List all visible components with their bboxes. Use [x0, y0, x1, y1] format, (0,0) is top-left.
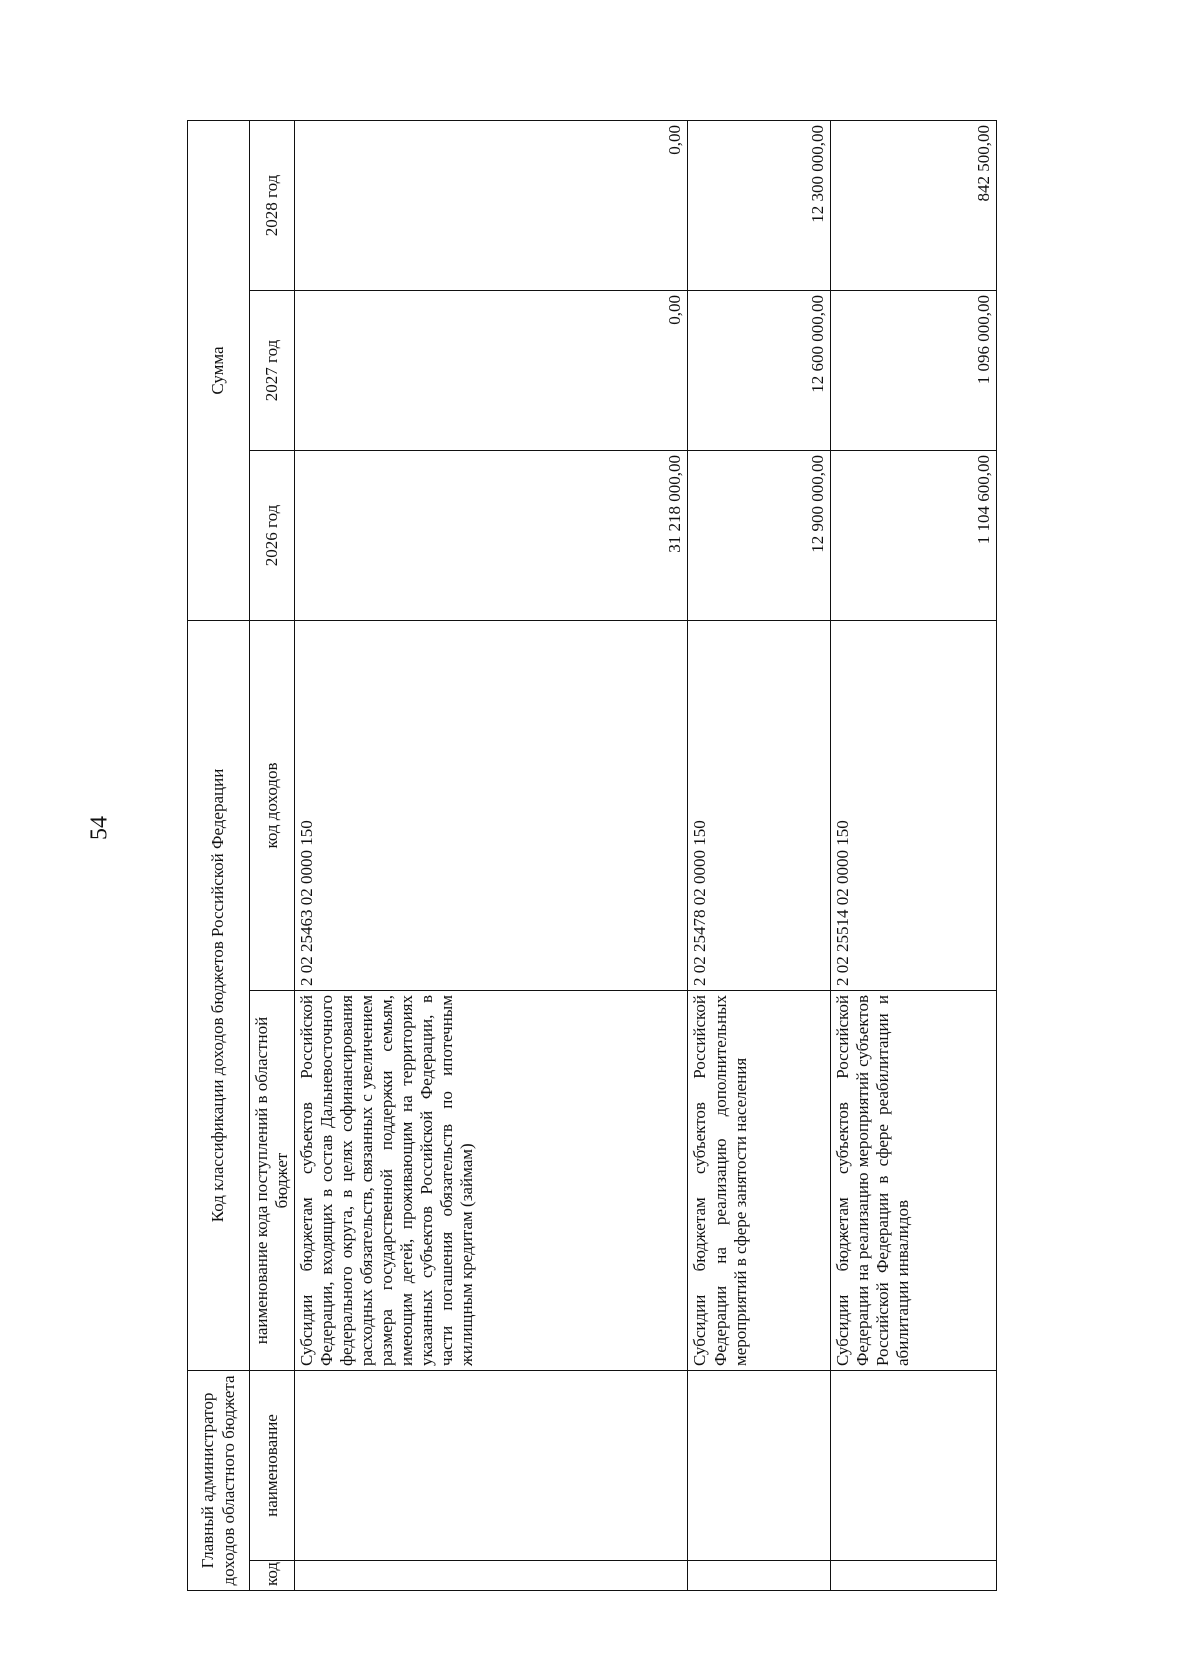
- income-code-cell: 2 02 25478 02 0000 150: [688, 620, 831, 990]
- revenue-table: [187, 120, 997, 1591]
- sum-2026-cell: 12 900 000,00: [688, 450, 831, 620]
- rotated-table-container: [187, 121, 997, 1591]
- sum-2027-cell: 1 096 000,00: [831, 290, 997, 450]
- header-admin-name: наименование: [250, 1371, 295, 1561]
- income-name-cell: Субсидии бюджетам субъектов Российской Федерации на реализацию мероприятий субъектов Российской Федерации в сфере реабилитации и абилитации инвалидов: [831, 991, 997, 1371]
- income-name-cell: Субсидии бюджетам субъектов Российской Федерации, входящих в состав Дальневосточного федерального округа, в целях софинансирования расходных обязательств, связанных с увеличением размера государственной поддержки семьям, имеющим детей, проживающим на территориях указанных субъектов Российской Федерации, в части погашения обязательств по ипотечным жилищным кредитам (займам): [295, 991, 688, 1371]
- income-name-cell: Субсидии бюджетам субъектов Российской Федерации на реализацию дополнительных мероприятий в сфере занятости населения: [688, 991, 831, 1371]
- sum-2026-cell: 1 104 600,00: [831, 450, 997, 620]
- header-classification: Код классификации доходов бюджетов Российской Федерации: [188, 620, 250, 1370]
- table-row: [295, 120, 688, 1590]
- header-year-2026: 2026 год: [250, 450, 295, 620]
- sum-2027-cell: 0,00: [295, 290, 688, 450]
- page-number: 54: [86, 816, 113, 840]
- sum-2028-cell: 842 500,00: [831, 120, 997, 290]
- header-admin-code: код: [250, 1561, 295, 1591]
- header-year-2027: 2027 год: [250, 290, 295, 450]
- header-sum: Сумма: [188, 120, 250, 620]
- header-year-2028: 2028 год: [250, 120, 295, 290]
- sum-2026-cell: 31 218 000,00: [295, 450, 688, 620]
- income-code-cell: 2 02 25514 02 0000 150: [831, 620, 997, 990]
- admin-name-cell: [688, 1371, 831, 1561]
- sum-2028-cell: 0,00: [295, 120, 688, 290]
- admin-name-cell: [295, 1371, 688, 1561]
- header-income-code: код доходов: [250, 620, 295, 990]
- admin-code-cell: [295, 1561, 688, 1591]
- header-admin: Главный администратор доходов областного бюджета: [188, 1371, 250, 1591]
- table-row: [831, 120, 997, 1590]
- admin-code-cell: [831, 1561, 997, 1591]
- admin-name-cell: [831, 1371, 997, 1561]
- sum-2028-cell: 12 300 000,00: [688, 120, 831, 290]
- header-income-name: наименование кода поступлений в областной бюджет: [250, 991, 295, 1371]
- admin-code-cell: [688, 1561, 831, 1591]
- table-row: [688, 120, 831, 1590]
- income-code-cell: 2 02 25463 02 0000 150: [295, 620, 688, 990]
- sum-2027-cell: 12 600 000,00: [688, 290, 831, 450]
